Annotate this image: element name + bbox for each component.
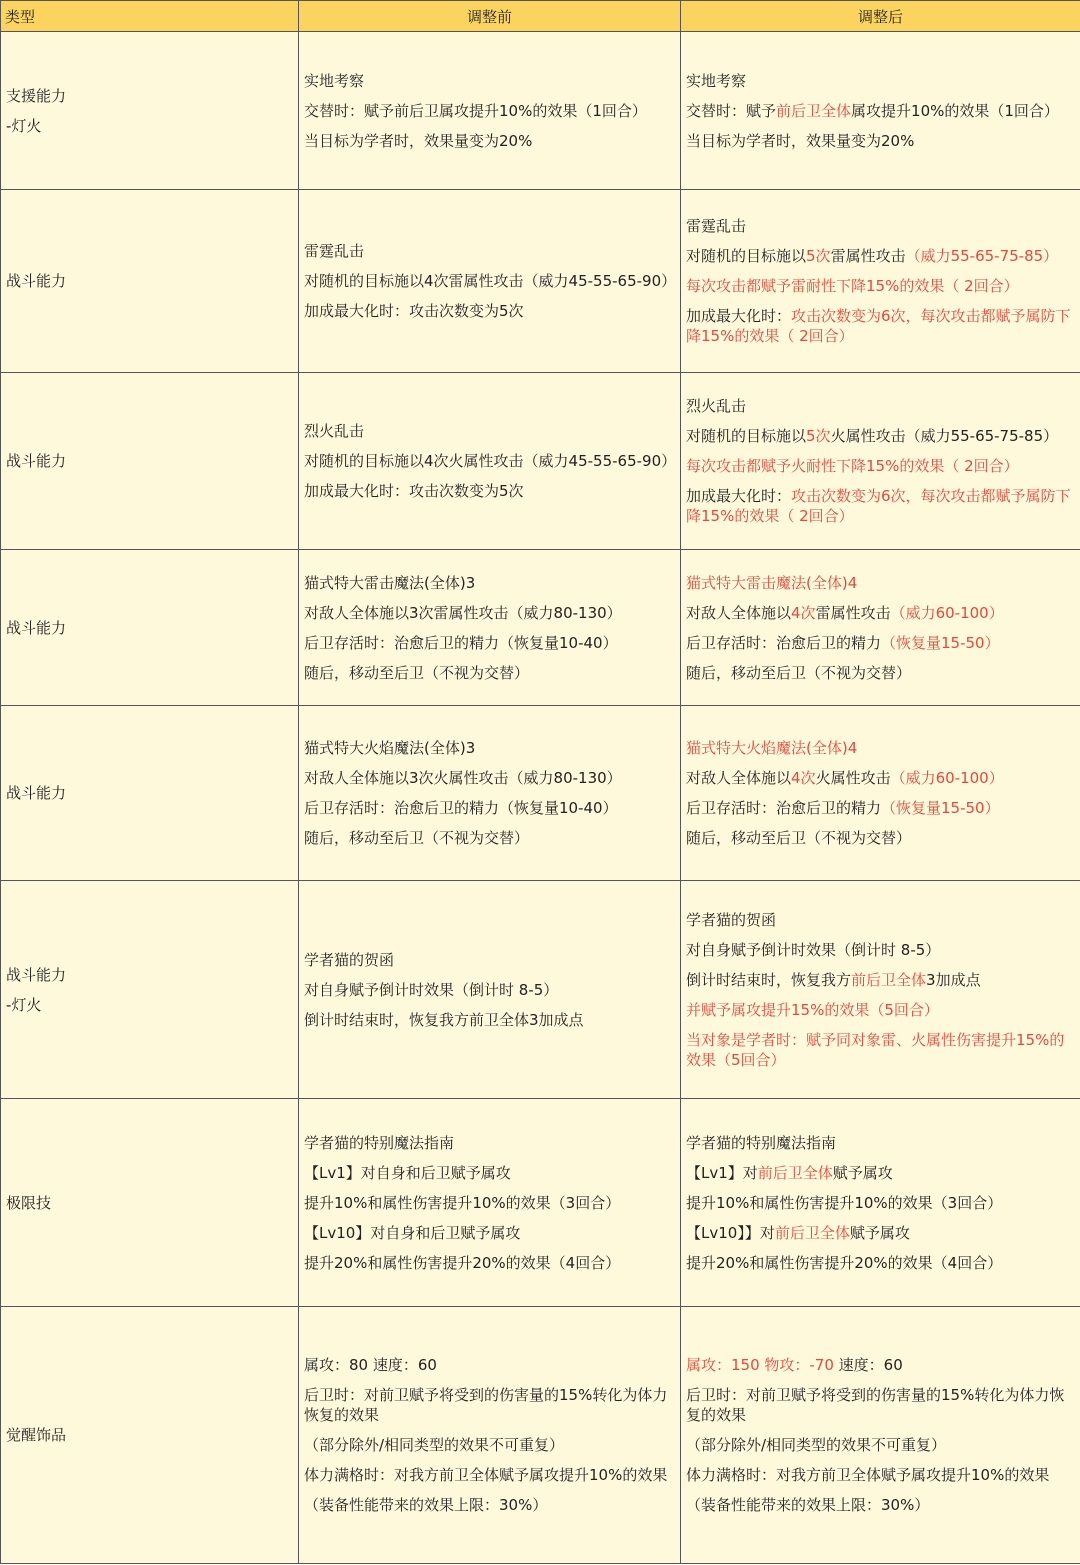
before-line: 交替时：赋予前后卫属攻提升10%的效果（1回合） <box>304 101 647 120</box>
after-text: 对自身赋予倒计时效果（倒计时 8-5） <box>686 940 941 959</box>
after-line <box>686 306 1075 346</box>
type-line: 战斗能力 <box>6 784 67 802</box>
after-text: 加成最大化时： <box>686 307 792 325</box>
before-line: 学者猫的特别魔法指南 <box>304 1133 455 1152</box>
after-line <box>686 1253 1075 1273</box>
after-text: 对随机的目标施以 <box>686 427 807 445</box>
before-line: 猫式特大火焰魔法(全体)3 <box>304 739 476 757</box>
after-line <box>686 71 1075 91</box>
before-line: 对敌人全体施以3次火属性攻击（威力80-130） <box>304 769 622 787</box>
changed-text: 4次 <box>791 769 816 787</box>
changed-text: （威力60-100） <box>890 769 1004 787</box>
cell-before <box>299 1099 681 1307</box>
after-line <box>686 1030 1075 1070</box>
before-line: 属攻：80 速度：60 <box>304 1356 437 1374</box>
changed-text: 前后卫全体 <box>757 1163 833 1182</box>
changed-text: （威力55-65-75-85） <box>905 247 1059 265</box>
after-text: 提升20%和属性伤害提升20%的效果（4回合） <box>686 1253 1003 1272</box>
before-line: 【Lv1】对自身和后卫赋予属攻 <box>304 1163 511 1182</box>
cell-type <box>1 190 299 373</box>
table-row <box>1 1307 1080 1564</box>
after-text: 火属性攻击（威力55-65-75-85） <box>830 427 1059 445</box>
header-before: 调整前 <box>299 1 681 32</box>
before-line: 【Lv10】对自身和后卫赋予属攻 <box>304 1223 521 1242</box>
changed-text: 并赋予属攻提升15%的效果（5回合） <box>686 1000 939 1019</box>
after-line <box>686 798 1075 818</box>
before-line: 烈火乱击 <box>304 422 365 440</box>
after-line <box>686 456 1075 476</box>
cell-before <box>299 706 681 881</box>
changed-text: 4次 <box>791 603 816 622</box>
cell-before <box>299 373 681 550</box>
after-text: 雷属性攻击 <box>815 603 891 622</box>
table-row <box>1 550 1080 706</box>
changed-text: 猫式特大雷击魔法(全体)4 <box>686 573 858 592</box>
cell-type <box>1 881 299 1099</box>
type-line: 觉醒饰品 <box>6 1426 67 1444</box>
after-text: 后卫时：对前卫赋予将受到的伤害量的15%转化为体力恢复的效果 <box>686 1386 1065 1424</box>
after-text: （装备性能带来的效果上限：30%） <box>686 1496 930 1514</box>
before-line: 对随机的目标施以4次雷属性攻击（威力45-55-65-90） <box>304 272 677 290</box>
cell-before <box>299 881 681 1099</box>
after-text: 火属性攻击 <box>815 769 891 787</box>
before-line: 对敌人全体施以3次雷属性攻击（威力80-130） <box>304 603 622 622</box>
cell-after <box>681 706 1080 881</box>
cell-before <box>299 550 681 706</box>
before-line: 对随机的目标施以4次火属性攻击（威力45-55-65-90） <box>304 452 677 470</box>
before-line: 倒计时结束时，恢复我方前卫全体3加成点 <box>304 1010 584 1029</box>
before-line: 后卫存活时：治愈后卫的精力（恢复量10-40） <box>304 633 618 652</box>
after-text: 随后，移动至后卫（不视为交替） <box>686 829 912 847</box>
after-text: 3加成点 <box>926 970 981 989</box>
changed-text: 猫式特大火焰魔法(全体)4 <box>686 739 858 757</box>
after-text: 【Lv10】】对 <box>686 1223 775 1242</box>
table-body <box>1 32 1080 1564</box>
type-line: 支援能力 <box>6 86 67 105</box>
changed-text: 当对象是学者时：赋予同对象雷、火属性伤害提升15%的效果（5回合） <box>686 1030 1065 1069</box>
after-text: 交替时：赋予 <box>686 101 777 120</box>
table-row <box>1 373 1080 550</box>
header-row <box>1 1 1080 32</box>
after-line <box>686 633 1075 653</box>
before-line: 加成最大化时：攻击次数变为5次 <box>304 302 524 320</box>
after-text: 速度：60 <box>833 1356 903 1374</box>
after-line <box>686 663 1075 683</box>
after-text: 当目标为学者时，效果量变为20% <box>686 131 915 150</box>
after-line <box>686 396 1075 416</box>
header-type: 类型 <box>1 1 299 32</box>
cell-type <box>1 550 299 706</box>
before-line: 实地考察 <box>304 71 365 90</box>
after-line <box>686 131 1075 151</box>
after-text: 后卫存活时：治愈后卫的精力 <box>686 633 882 652</box>
type-line: 战斗能力 <box>6 272 67 290</box>
after-line <box>686 276 1075 296</box>
changed-text: （恢复量15-50） <box>881 633 1000 652</box>
after-line <box>686 1355 1075 1375</box>
before-line: 雷霆乱击 <box>304 242 365 260</box>
before-line: 加成最大化时：攻击次数变为5次 <box>304 482 524 500</box>
after-line <box>686 1435 1075 1455</box>
changed-text: 5次 <box>806 427 831 445</box>
before-line: 体力满格时：对我方前卫全体赋予属攻提升10%的效果 <box>304 1466 668 1484</box>
after-line <box>686 768 1075 788</box>
after-line <box>686 426 1075 446</box>
after-text: 随后，移动至后卫（不视为交替） <box>686 663 912 682</box>
cell-before <box>299 190 681 373</box>
changed-text: 前后卫全体 <box>776 101 852 120</box>
after-line <box>686 1385 1075 1425</box>
after-line <box>686 940 1075 960</box>
cell-after <box>681 1099 1080 1307</box>
before-line: 学者猫的贺函 <box>304 950 395 969</box>
changed-text: 属攻：150 物攻：-70 <box>686 1356 834 1374</box>
after-text: 雷属性攻击 <box>830 247 906 265</box>
after-line <box>686 216 1075 236</box>
type-line: 战斗能力 <box>6 965 67 984</box>
cell-type <box>1 32 299 190</box>
cell-type <box>1 373 299 550</box>
after-text: 倒计时结束时，恢复我方 <box>686 970 852 989</box>
cell-type <box>1 706 299 881</box>
type-line: -灯火 <box>6 116 42 135</box>
changed-text: （威力60-100） <box>890 603 1004 622</box>
cell-type <box>1 1307 299 1564</box>
after-line <box>686 828 1075 848</box>
after-line <box>686 1223 1075 1243</box>
cell-after <box>681 190 1080 373</box>
changed-text: 攻击次数变为6次，每次攻击都赋予属防下降15%的效果（ 2回合） <box>686 307 1071 345</box>
after-line <box>686 1163 1075 1183</box>
after-line <box>686 1465 1075 1485</box>
after-text: 体力满格时：对我方前卫全体赋予属攻提升10%的效果 <box>686 1466 1050 1484</box>
table-row <box>1 190 1080 373</box>
type-line: 战斗能力 <box>6 618 67 637</box>
after-text: 提升10%和属性伤害提升10%的效果（3回合） <box>686 1193 1003 1212</box>
header-after: 调整后 <box>681 1 1080 32</box>
after-line <box>686 246 1075 266</box>
after-text: 对敌人全体施以 <box>686 603 792 622</box>
after-line <box>686 910 1075 930</box>
after-line <box>686 970 1075 990</box>
after-line <box>686 573 1075 593</box>
after-text: 雷霆乱击 <box>686 217 747 235</box>
before-line: 提升20%和属性伤害提升20%的效果（4回合） <box>304 1253 621 1272</box>
after-line <box>686 1000 1075 1020</box>
table-row <box>1 706 1080 881</box>
cell-before <box>299 1307 681 1564</box>
after-text: 加成最大化时： <box>686 487 792 505</box>
cell-after <box>681 373 1080 550</box>
after-line <box>686 1495 1075 1515</box>
before-line: （部分除外/相同类型的效果不可重复） <box>304 1436 565 1454</box>
changed-text: 前后卫全体 <box>851 970 927 989</box>
before-line: 随后，移动至后卫（不视为交替） <box>304 663 530 682</box>
cell-before <box>299 32 681 190</box>
after-text: 学者猫的贺函 <box>686 910 777 929</box>
before-line: 后卫时：对前卫赋予将受到的伤害量的15%转化为体力恢复的效果 <box>304 1386 668 1424</box>
after-line <box>686 738 1075 758</box>
table-row <box>1 881 1080 1099</box>
changed-text: 前后卫全体 <box>774 1223 850 1242</box>
cell-after <box>681 32 1080 190</box>
before-line: 随后，移动至后卫（不视为交替） <box>304 829 530 847</box>
after-text: 烈火乱击 <box>686 397 747 415</box>
table-row <box>1 32 1080 190</box>
after-text: 属攻提升10%的效果（1回合） <box>851 101 1059 120</box>
after-line <box>686 1193 1075 1213</box>
cell-after <box>681 1307 1080 1564</box>
after-text: 对敌人全体施以 <box>686 769 792 787</box>
before-line: 当目标为学者时，效果量变为20% <box>304 131 533 150</box>
before-line: 后卫存活时：治愈后卫的精力（恢复量10-40） <box>304 799 618 817</box>
type-line: 战斗能力 <box>6 452 67 470</box>
before-line: 猫式特大雷击魔法(全体)3 <box>304 573 476 592</box>
cell-after <box>681 550 1080 706</box>
changed-text: 每次攻击都赋予雷耐性下降15%的效果（ 2回合） <box>686 277 1019 295</box>
before-line: 对自身赋予倒计时效果（倒计时 8-5） <box>304 980 559 999</box>
changed-text: （恢复量15-50） <box>881 799 1000 817</box>
table-row <box>1 1099 1080 1307</box>
changed-text: 攻击次数变为6次，每次攻击都赋予属防下降15%的效果（ 2回合） <box>686 487 1071 525</box>
after-line <box>686 1133 1075 1153</box>
after-line <box>686 101 1075 121</box>
after-text: 对随机的目标施以 <box>686 247 807 265</box>
before-line: （装备性能带来的效果上限：30%） <box>304 1496 548 1514</box>
cell-type <box>1 1099 299 1307</box>
after-line <box>686 486 1075 526</box>
changed-text: 5次 <box>806 247 831 265</box>
changed-text: 每次攻击都赋予火耐性下降15%的效果（ 2回合） <box>686 457 1019 475</box>
cell-after <box>681 881 1080 1099</box>
before-line: 提升10%和属性伤害提升10%的效果（3回合） <box>304 1193 621 1212</box>
after-text: 后卫存活时：治愈后卫的精力 <box>686 799 882 817</box>
after-line <box>686 603 1075 623</box>
type-line: -灯火 <box>6 995 42 1014</box>
after-text: （部分除外/相同类型的效果不可重复） <box>686 1436 947 1454</box>
after-text: 赋予属攻 <box>849 1223 910 1242</box>
type-line: 极限技 <box>6 1193 52 1212</box>
after-text: 学者猫的特别魔法指南 <box>686 1133 837 1152</box>
after-text: 【Lv1】对 <box>686 1163 758 1182</box>
after-text: 实地考察 <box>686 71 747 90</box>
after-text: 赋予属攻 <box>832 1163 893 1182</box>
